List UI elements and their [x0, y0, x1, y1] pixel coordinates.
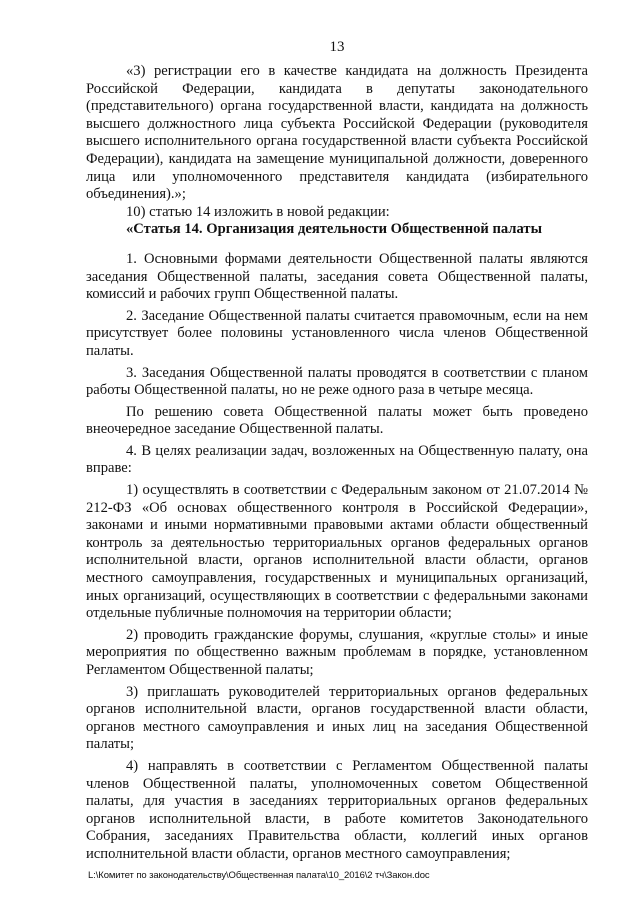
paragraph-item-3: 3. Заседания Общественной палаты проводятся в соответствии с планом работы Общественной палаты, но не реже одного раза в четыре месяца. — [86, 364, 588, 399]
footer-file-path: L:\Комитет по законодательству\Общественная палата\10_2016\2 тч\Закон.doc — [88, 870, 430, 881]
paragraph-subitem-3: 3) приглашать руководителей территориальных органов федеральных органов исполнительной власти, органов государственной власти области, органов местного самоуправления и иных лиц на заседания Общественной палаты; — [86, 683, 588, 753]
paragraph-subitem-1: 1) осуществлять в соответствии с Федеральным законом от 21.07.2014 № 212-ФЗ «Об основах общественного контроля в Российской Федерации», законами и иными нормативными правовыми актами области общественный контроль за деятельностью территориальных органов федеральных органов исполнительной власти, органов исполнительной власти области, органов местного самоуправления, государственных и муниципальных организаций, иных организаций, осуществляющих в соответствии с федеральными законами отдельные публичные полномочия на территории области; — [86, 482, 588, 622]
page-number: 13 — [329, 39, 345, 55]
paragraph-subitem-4: 4) направлять в соответствии с Регламентом Общественной палаты членов Общественной палаты, уполномоченных советом Общественной палаты, для участия в заседаниях территориальных органов федеральных органов исполнительной власти, в работе комитетов Законодательного Собрания, заседаниях Правительства области, коллегий иных органов исполнительной власти области, органов местного самоуправления; — [86, 757, 588, 862]
paragraph-extraordinary-session: По решению совета Общественной палаты может быть проведено внеочередное заседание Общественной палаты. — [86, 403, 588, 438]
article-heading: «Статья 14. Организация деятельности Общественной палаты — [126, 221, 542, 238]
paragraph-item-2: 2. Заседание Общественной палаты считается правомочным, если на нем присутствует более половины установленного числа членов Общественной палаты. — [86, 307, 588, 359]
paragraph-item-1: 1. Основными формами деятельности Общественной палаты являются заседания Общественной палаты, заседания совета Общественной палаты, комиссий и рабочих групп Общественной палаты. — [86, 250, 588, 303]
paragraph-subitem-2: 2) проводить гражданские форумы, слушания, «круглые столы» и иные мероприятия по общественно важным проблемам в порядке, установленном Регламентом Общественной палаты; — [86, 626, 588, 678]
paragraph-amend-article-14: 10) статью 14 изложить в новой редакции: — [126, 203, 390, 220]
paragraph-clause-3: «3) регистрации его в качестве кандидата на должность Президента Российской Федерации, кандидата в депутаты законодательного (представительного) органа государственной власти, кандидата на должность высшего должностного лица субъекта Российской Федерации (руководителя высшего исполнительного органа государственной власти субъекта Российской Федерации), кандидата на замещение муниципальной должности, доверенного лица или уполномоченного представителя кандидата (избирательного объединения).»; — [86, 63, 588, 203]
paragraph-item-4: 4. В целях реализации задач, возложенных на Общественную палату, она вправе: — [86, 442, 588, 477]
